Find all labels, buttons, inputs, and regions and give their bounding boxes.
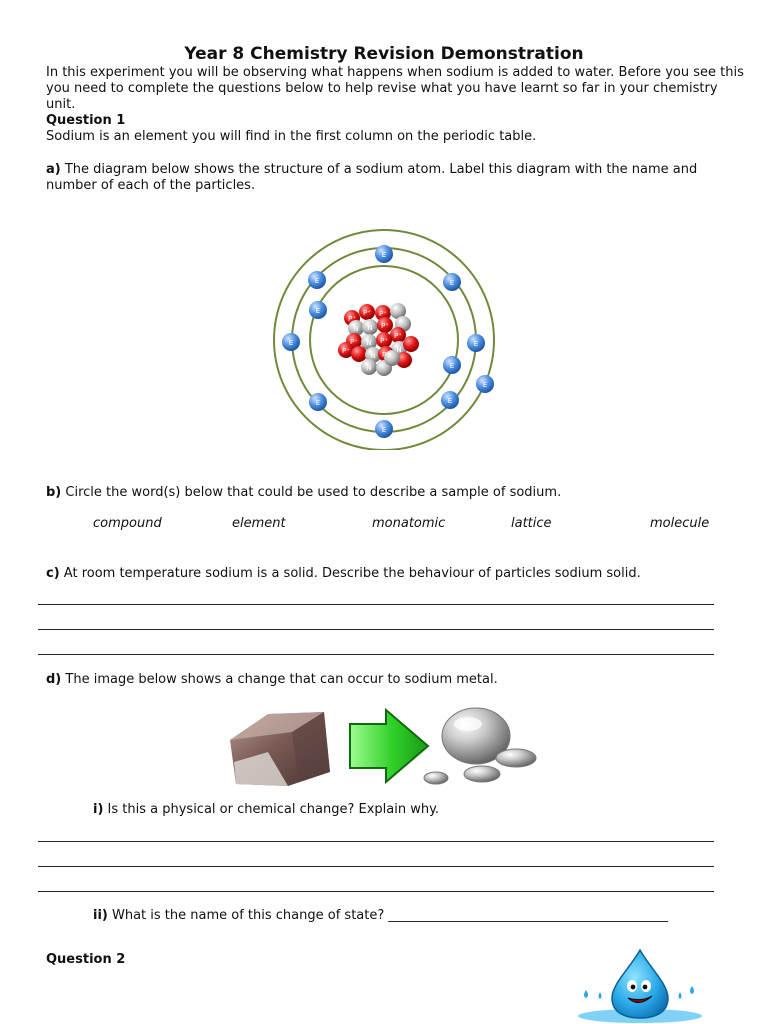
neutron-label: N	[370, 352, 376, 360]
neutron-label: N	[366, 339, 372, 347]
option-monatomic[interactable]: monatomic	[372, 516, 446, 531]
proton-label: P⁺	[348, 315, 356, 323]
part-c-text: At room temperature sodium is a solid. Describe the behaviour of particles sodium solid.	[63, 566, 641, 581]
proton-label: P⁺	[342, 347, 350, 355]
proton-label: P⁺	[379, 310, 387, 318]
electron-label: E	[449, 279, 455, 287]
electron-label: E	[315, 399, 321, 407]
electron-label: E	[449, 362, 455, 370]
part-b	[46, 485, 746, 501]
proton-label: P⁺	[382, 351, 390, 359]
electron-label: E	[482, 381, 488, 389]
option-lattice[interactable]: lattice	[511, 516, 552, 531]
page-title: Year 8 Chemistry Revision Demonstration	[184, 44, 584, 64]
part-b-label: b)	[46, 485, 62, 500]
melting-sodium-image	[228, 702, 540, 788]
proton-label: P⁺	[381, 322, 389, 330]
neutron-label: N	[367, 324, 373, 332]
answer-line[interactable]	[38, 866, 714, 867]
part-d-ii-label: ii)	[93, 908, 108, 923]
electron-label: E	[381, 251, 387, 259]
part-d-label: d)	[46, 672, 62, 687]
part-c-label: c)	[46, 566, 60, 581]
answer-line[interactable]	[38, 604, 714, 605]
electron-label: E	[288, 339, 294, 347]
electron-label: E	[447, 397, 453, 405]
intro-text: In this experiment you will be observing what happens when sodium is added to water. Before you see this you need to complete the questions below to help revise what you have learnt so far in your chemistry unit.	[46, 65, 744, 112]
part-d-ii	[93, 908, 733, 924]
neutron-label: N	[366, 364, 372, 372]
part-a-label: a)	[46, 162, 61, 177]
answer-line[interactable]	[38, 841, 714, 842]
sodium-atom-diagram	[266, 228, 506, 450]
water-drop-mascot	[572, 946, 708, 1024]
proton-label: P⁺	[350, 338, 358, 346]
part-a	[46, 162, 746, 194]
option-compound[interactable]: compound	[93, 516, 162, 531]
electron-label: E	[315, 307, 321, 315]
solid-sodium-block	[230, 712, 330, 786]
proton-label: P⁺	[380, 337, 388, 345]
electron-label: E	[381, 426, 387, 434]
proton	[403, 336, 419, 352]
part-d	[46, 672, 746, 688]
part-b-text: Circle the word(s) below that could be used to describe a sample of sodium.	[65, 485, 562, 500]
answer-line[interactable]	[38, 891, 714, 892]
part-d-i-label: i)	[93, 802, 104, 817]
electron-label: E	[314, 277, 320, 285]
question-1-text: Sodium is an element you will find in the first column on the periodic table.	[46, 129, 537, 144]
part-d-i	[93, 802, 733, 818]
electron-label: E	[473, 340, 479, 348]
part-c	[46, 566, 746, 582]
liquid-sodium-drops	[424, 708, 536, 784]
question-1-heading: Question 1	[46, 113, 126, 128]
part-d-ii-text: What is the name of this change of state? ___________________________________________	[112, 908, 668, 923]
neutron-label: N	[396, 346, 402, 354]
answer-line[interactable]	[38, 654, 714, 655]
neutron-label: N	[353, 325, 359, 333]
part-a-text: The diagram below shows the structure of a sodium atom. Label this diagram with the name and number of each of the particles.	[46, 162, 698, 193]
option-molecule[interactable]: molecule	[650, 516, 710, 531]
part-d-i-text: Is this a physical or chemical change? Explain why.	[107, 802, 440, 817]
part-d-text: The image below shows a change that can occur to sodium metal.	[65, 672, 498, 687]
question-2-heading: Question 2	[46, 952, 126, 967]
arrow-icon	[350, 710, 428, 782]
answer-line[interactable]	[38, 629, 714, 630]
option-element[interactable]: element	[232, 516, 286, 531]
proton-label: P⁺	[394, 332, 402, 340]
proton	[351, 346, 367, 362]
proton-label: P⁺	[363, 309, 371, 317]
